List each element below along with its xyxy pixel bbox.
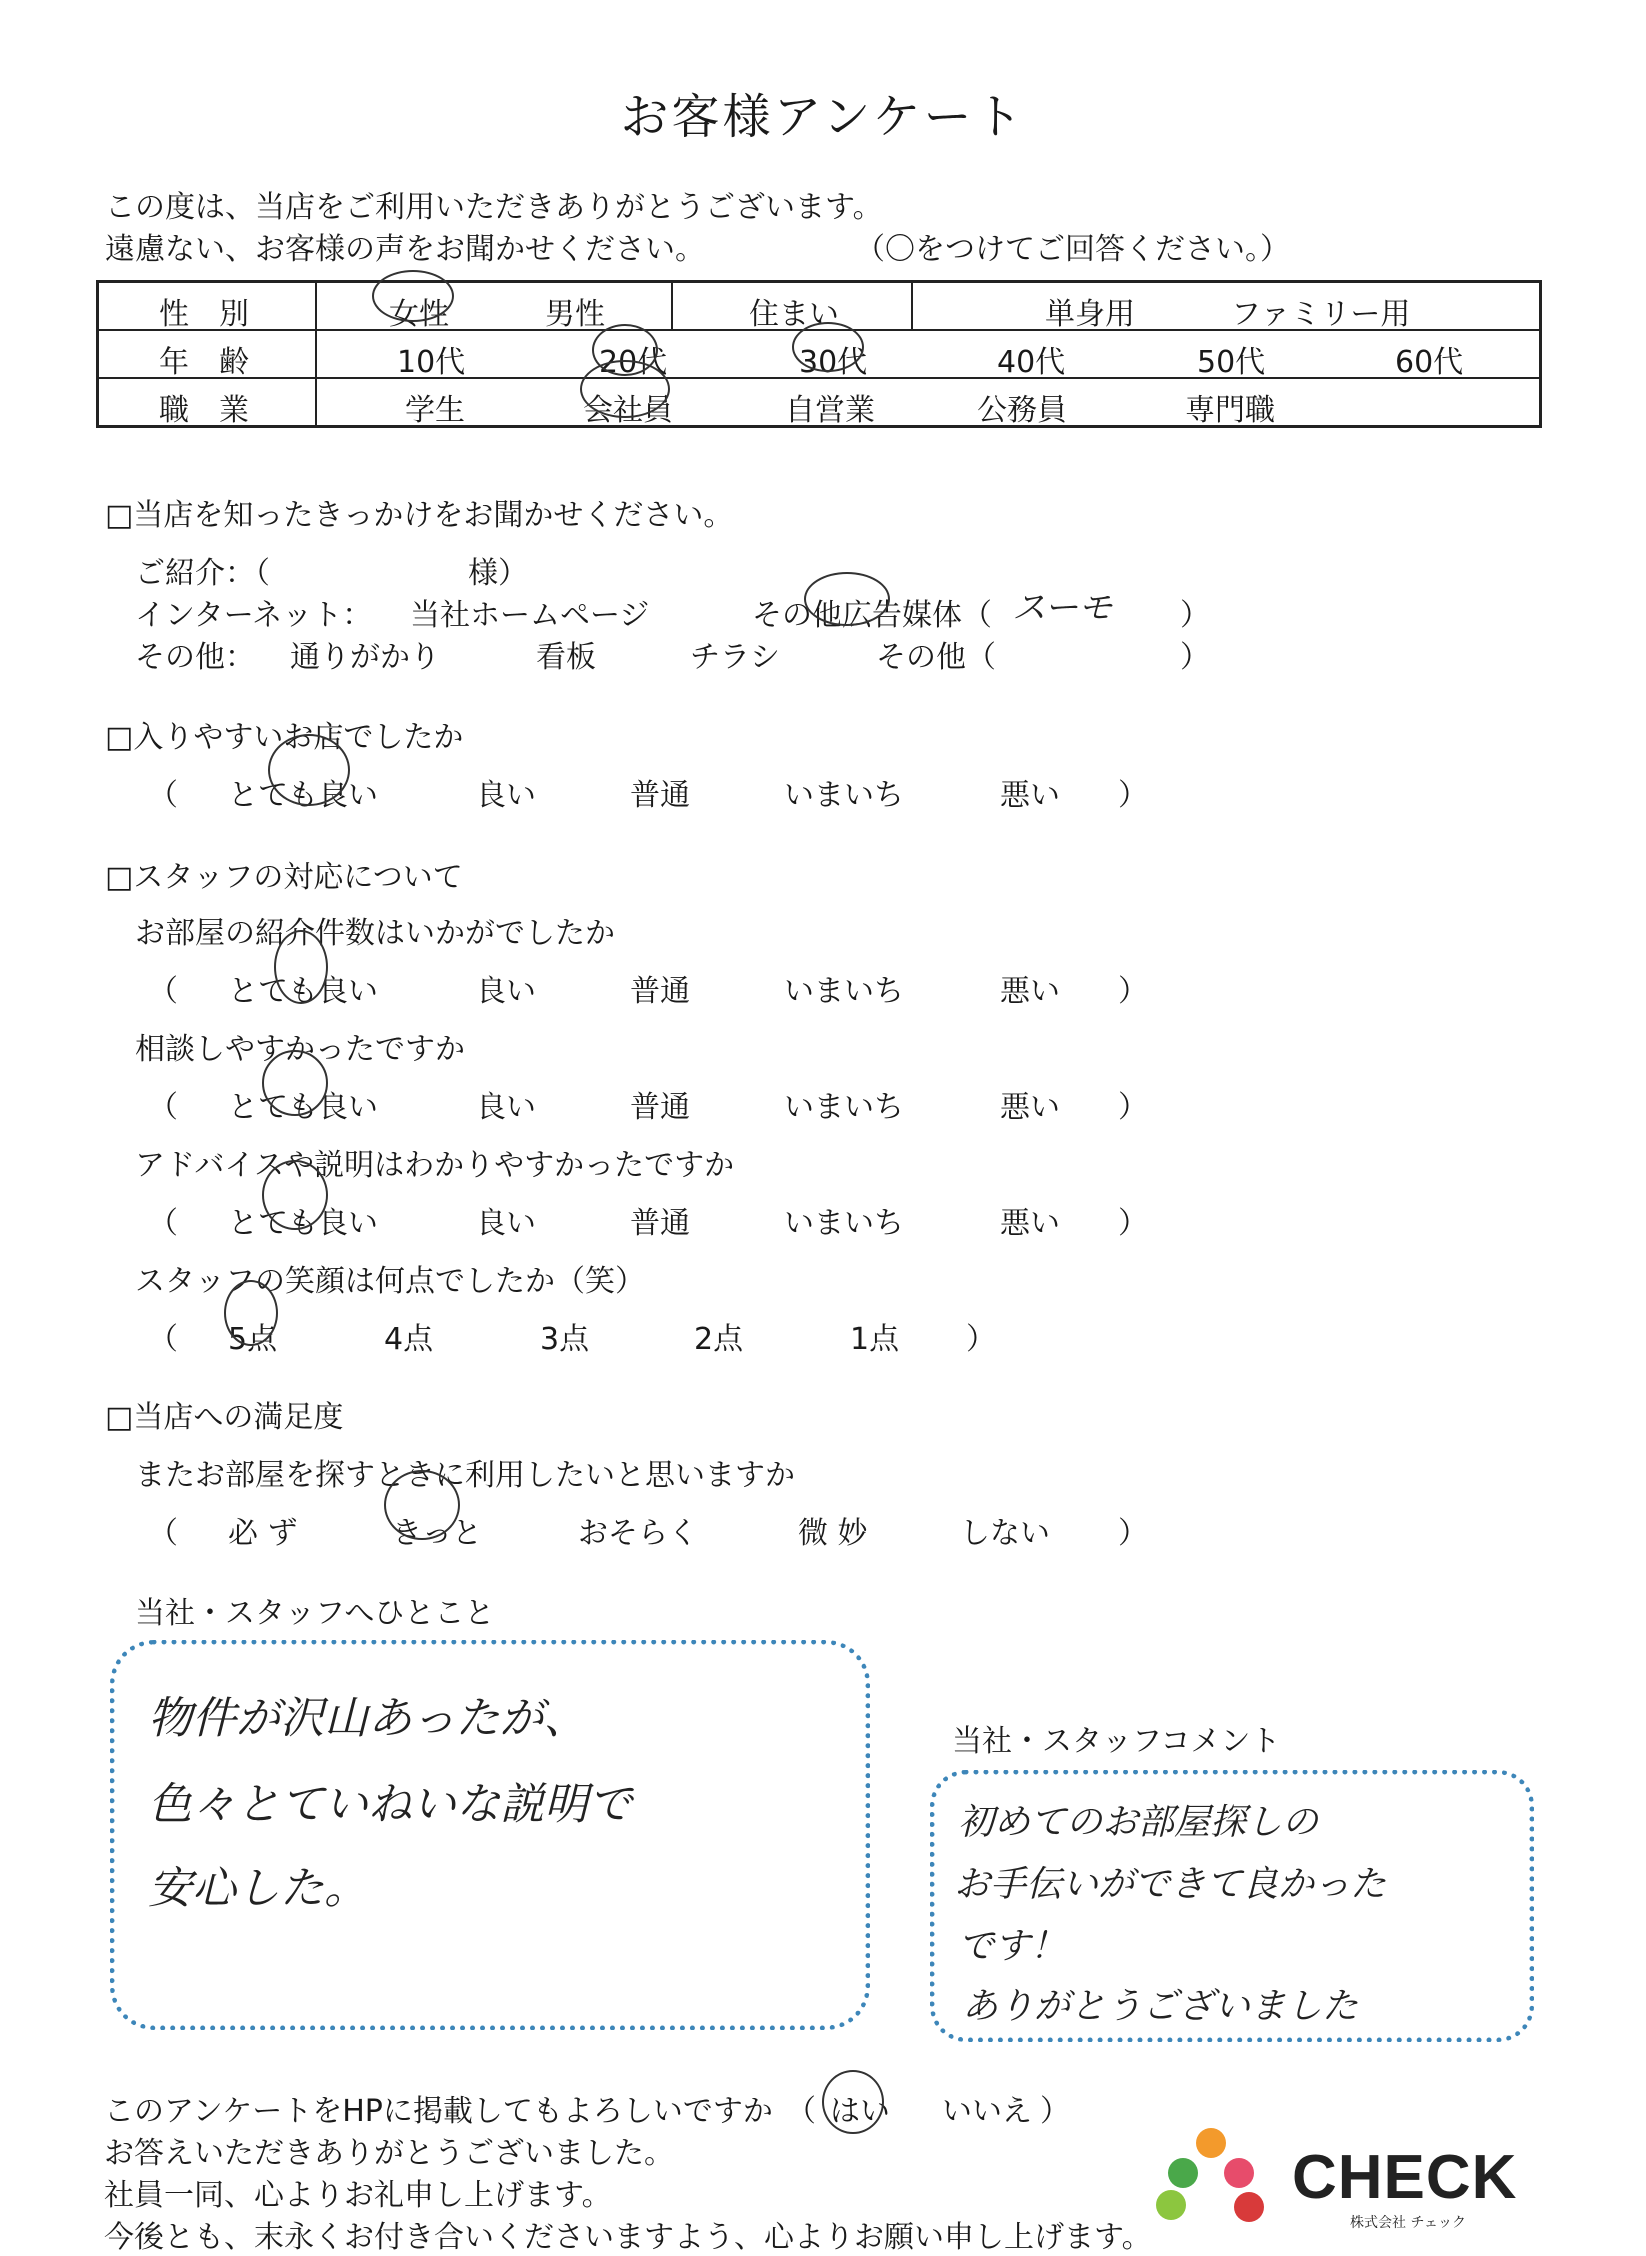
intro-line-1: この度は、当店をご利用いただきありがとうございます。 [105,190,883,225]
hp-open-paren: （ [786,2094,816,2129]
answer-circle [384,1470,460,1540]
job-self[interactable]: 自営業 [785,393,875,428]
q3-sub1: お部屋の紹介件数はいかがでしたか [135,916,615,951]
comment-heading: 当社・スタッフへひとこと [135,1596,495,1631]
job-label: 職 業 [159,393,249,428]
job-company[interactable]: 会社員 [583,393,673,428]
thanks-line-2: 社員一同、心よりお礼申し上げます。 [104,2178,612,2213]
scale-close: ） [1118,1516,1148,1551]
flower-icon [1234,2192,1264,2222]
intro-note: （〇をつけてご回答ください。） [855,232,1290,267]
job-public[interactable]: 公務員 [977,393,1067,428]
q2-opt-meh[interactable]: いまいち [784,778,904,813]
q3a-opt-bad[interactable]: 悪い [1000,974,1060,1009]
q1-flyer[interactable]: チラシ [690,640,780,675]
flower-icon [1168,2158,1198,2188]
age-20s[interactable]: 20代 [599,345,668,380]
q3a-opt-meh[interactable]: いまいち [784,974,904,1009]
q3b-opt-good[interactable]: 良い [476,1090,536,1125]
flower-icon [1156,2190,1186,2220]
scale-close: ） [1118,1090,1148,1125]
q3c-opt-good[interactable]: 良い [476,1206,536,1241]
q3b-opt-normal[interactable]: 普通 [630,1090,690,1125]
age-10s[interactable]: 10代 [397,345,466,380]
answer-circle [580,360,670,418]
intro-line-2: 遠慮ない、お客様の声をお聞かせください。 [105,232,705,267]
residence-label: 住まい [749,297,839,332]
q3c-opt-normal[interactable]: 普通 [630,1206,690,1241]
scale-close: ） [1118,974,1148,1009]
q1-other[interactable]: その他（ [876,640,996,675]
q2-opt-bad[interactable]: 悪い [1000,778,1060,813]
answer-circle [262,1160,328,1230]
hp-no[interactable]: いいえ [942,2094,1032,2129]
staff-line-1: 初めてのお部屋探しの [958,1802,1319,1843]
q2-opt-very-good[interactable]: とても良い [228,778,378,813]
staff-line-4: ありがとうございました [962,1986,1359,2027]
q3c-opt-meh[interactable]: いまいち [784,1206,904,1241]
age-label: 年 齢 [159,345,249,380]
gender-male[interactable]: 男性 [545,297,605,332]
scale-open: （ [148,1516,178,1551]
thanks-line-3: 今後とも、末永くお付き合いくださいますよう、心よりお願い申し上げます。 [104,2220,1152,2255]
answer-circle [262,1050,328,1116]
job-student[interactable]: 学生 [405,393,465,428]
q1-other-media[interactable]: その他広告媒体（ [752,598,992,633]
q4-opt-surely[interactable]: 必 ず [228,1516,298,1551]
q1-other-label: その他： [135,640,255,675]
q1-internet-label: インターネット： [135,598,373,633]
scale-close: ） [966,1322,996,1357]
q3-heading: □スタッフの対応について [105,860,463,895]
scale-open: （ [148,1322,178,1357]
gender-label: 性 別 [159,297,249,332]
answer-circle [792,322,864,372]
q1-media-answer: スーモ [1012,588,1113,628]
q3a-opt-good[interactable]: 良い [476,974,536,1009]
q2-heading: □入りやすいお店でしたか [105,720,464,755]
q4-sub: またお部屋を探すときに利用したいと思いますか [135,1458,795,1493]
answer-circle [268,734,350,806]
staff-comment-heading: 当社・スタッフコメント [952,1724,1281,1759]
thanks-line-1: お答えいただきありがとうございました。 [104,2136,674,2171]
q4-opt-unsure[interactable]: 微 妙 [798,1516,868,1551]
scale-close: ） [1118,778,1148,813]
scale-close: ） [1118,1206,1148,1241]
hp-yes[interactable]: はい [830,2094,890,2129]
q3a-opt-very-good[interactable]: とても良い [228,974,378,1009]
comment-line-2: 色々とていねいな説明で [148,1779,632,1830]
logo-brand: CHECK [1292,2143,1518,2212]
q4-opt-maybe[interactable]: おそらく [578,1516,698,1551]
q3d-5pt[interactable]: 5点 [228,1322,278,1357]
logo-company: 株式会社 チェック [1350,2215,1467,2231]
q3-sub2: 相談しやすかったですか [135,1032,465,1067]
q3d-1pt[interactable]: 1点 [850,1322,900,1357]
q4-heading: □当店への満足度 [105,1400,344,1435]
residence-family[interactable]: ファミリー用 [1231,297,1411,332]
q1-referral-label: ご紹介：（ [135,556,270,591]
q2-opt-normal[interactable]: 普通 [630,778,690,813]
residence-single[interactable]: 単身用 [1045,297,1135,332]
q1-close-paren: ） [1180,598,1210,633]
scale-open: （ [148,778,178,813]
q1-referral-suffix: 様） [468,556,528,591]
q1-passing[interactable]: 通りがかり [290,640,440,675]
q3b-opt-meh[interactable]: いまいち [784,1090,904,1125]
answer-circle [274,930,328,1004]
q2-opt-good[interactable]: 良い [476,778,536,813]
job-specialist[interactable]: 専門職 [1185,393,1275,428]
q1-signboard[interactable]: 看板 [536,640,596,675]
staff-line-3: です！ [958,1926,1067,1967]
answer-circle [804,572,890,626]
q3c-opt-bad[interactable]: 悪い [1000,1206,1060,1241]
q1-homepage[interactable]: 当社ホームページ [410,598,650,633]
q3d-3pt[interactable]: 3点 [540,1322,590,1357]
q1-close-paren-2: ） [1180,640,1210,675]
q3a-opt-normal[interactable]: 普通 [630,974,690,1009]
q3d-4pt[interactable]: 4点 [384,1322,434,1357]
q3c-opt-very-good[interactable]: とても良い [228,1206,378,1241]
comment-line-3: 安心した。 [148,1863,368,1914]
scale-open: （ [148,1206,178,1241]
scale-open: （ [148,1090,178,1125]
q4-opt-no[interactable]: しない [960,1516,1050,1551]
q3b-opt-bad[interactable]: 悪い [1000,1090,1060,1125]
scale-open: （ [148,974,178,1009]
q3d-2pt[interactable]: 2点 [694,1322,744,1357]
comment-line-1: 物件が沢山あったが、 [148,1693,588,1744]
flower-icon [1196,2128,1226,2158]
age-50s[interactable]: 50代 [1197,345,1266,380]
answer-circle [822,2070,884,2134]
q3-sub4: スタッフの笑顔は何点でしたか（笑） [135,1264,645,1299]
hp-close-paren: ） [1040,2094,1070,2129]
staff-line-2: お手伝いができて良かった [954,1864,1387,1905]
age-30s[interactable]: 30代 [799,345,868,380]
q4-opt-probably[interactable]: きっと [392,1516,482,1551]
page-title: お客様アンケート [620,89,1026,145]
answer-circle [224,1280,278,1346]
q1-heading: □当店を知ったきっかけをお聞かせください。 [105,498,734,533]
age-40s[interactable]: 40代 [997,345,1066,380]
gender-female[interactable]: 女性 [389,297,449,332]
q3b-opt-very-good[interactable]: とても良い [228,1090,378,1125]
flower-icon [1224,2158,1254,2188]
age-60s[interactable]: 60代 [1395,345,1464,380]
answer-circle [372,270,454,322]
hp-question: このアンケートをHPに掲載してもよろしいですか [104,2094,773,2129]
q3-sub3: アドバイスや説明はわかりやすかったですか [135,1148,735,1183]
